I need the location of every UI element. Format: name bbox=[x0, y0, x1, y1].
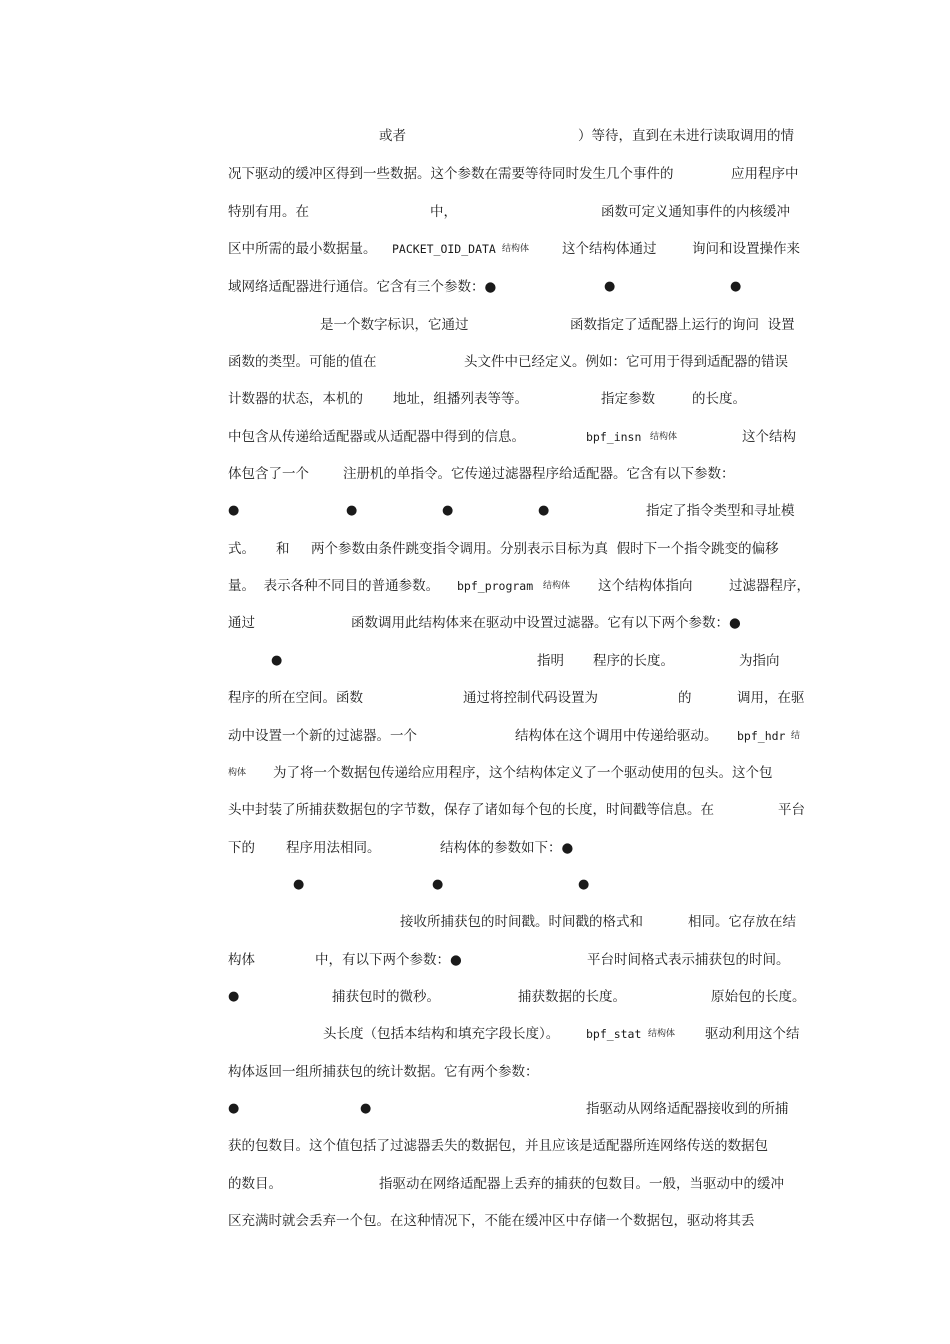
bullet-icon: ● bbox=[604, 279, 616, 294]
text-segment: 指驱动从网络适配器接收到的所捕 bbox=[586, 1101, 789, 1117]
text-segment: 平台时间格式表示捕获包的时间。 bbox=[587, 952, 790, 968]
text-segment: 捕获包时的微秒。 bbox=[332, 989, 440, 1005]
text-segment: 式。 bbox=[228, 541, 255, 557]
text-segment: 程序的长度。 bbox=[593, 653, 674, 669]
text-segment: 计数器的状态，本机的 bbox=[228, 391, 363, 407]
text-segment: 函数可定义通知事件的内核缓冲 bbox=[601, 204, 790, 220]
bullet-icon: ● bbox=[228, 503, 240, 518]
text-segment: 动中设置一个新的过滤器。一个 bbox=[228, 728, 417, 744]
bullet-icon: ● bbox=[228, 1101, 240, 1116]
text-line bbox=[0, 912, 950, 950]
text-line bbox=[0, 202, 950, 240]
text-line bbox=[0, 763, 950, 801]
text-segment: 构体 bbox=[228, 952, 255, 968]
text-segment: 捕获数据的长度。 bbox=[518, 989, 626, 1005]
text-line bbox=[0, 164, 950, 202]
text-segment: 调用，在驱 bbox=[737, 690, 805, 706]
text-segment: 结构体在这个调用中传递给驱动。 bbox=[515, 728, 718, 744]
garbled-glyphs: 结构体 bbox=[543, 581, 571, 591]
text-line bbox=[0, 987, 950, 1025]
code-term: bpf_insn bbox=[586, 430, 642, 444]
text-line bbox=[0, 1099, 950, 1137]
text-line bbox=[0, 1211, 950, 1249]
text-segment: 结构体的参数如下：● bbox=[440, 840, 574, 856]
text-line bbox=[0, 838, 950, 876]
text-segment: 头中封装了所捕获数据包的字节数，保存了诸如每个包的长度，时间戳等信息。在 bbox=[228, 802, 714, 818]
text-segment: 相同。它存放在结 bbox=[688, 914, 796, 930]
text-segment: 平台 bbox=[778, 802, 805, 818]
text-line bbox=[0, 1136, 950, 1174]
text-segment: 两个参数由条件跳变指令调用。分别表示目标为真 假时下一个指令跳变的偏移 bbox=[311, 541, 779, 557]
text-segment: 函数指定了适配器上运行的询问 设置 bbox=[570, 317, 795, 333]
text-segment: 获的包数目。这个值包括了过滤器丢失的数据包，并且应该是适配器所连网络传送的数据包 bbox=[228, 1138, 768, 1154]
text-segment: 通过 bbox=[228, 615, 255, 631]
bullet-icon: ● bbox=[271, 653, 283, 668]
text-segment: 程序的所在空间。函数 bbox=[228, 690, 363, 706]
text-segment: 下的 bbox=[228, 840, 255, 856]
text-line bbox=[0, 277, 950, 315]
text-segment: 程序用法相同。 bbox=[286, 840, 381, 856]
text-segment: 的长度。 bbox=[692, 391, 746, 407]
text-segment: 询问和设置操作来 bbox=[692, 241, 800, 257]
text-segment: 指定参数 bbox=[601, 391, 655, 407]
bullet-icon: ● bbox=[346, 503, 358, 518]
bullet-icon: ● bbox=[578, 877, 590, 892]
text-segment: 中，有以下两个参数：● bbox=[315, 952, 462, 968]
code-term: bpf_hdr bbox=[737, 729, 786, 743]
text-line bbox=[0, 950, 950, 988]
text-segment: 函数的类型。可能的值在 bbox=[228, 354, 377, 370]
bullet-icon: ● bbox=[360, 1101, 372, 1116]
bullet-icon: ● bbox=[432, 877, 444, 892]
text-segment: 头文件中已经定义。例如：它可用于得到适配器的错误 bbox=[464, 354, 788, 370]
text-segment: 的数目。 bbox=[228, 1176, 282, 1192]
garbled-glyphs: 结 bbox=[791, 731, 801, 741]
garbled-glyphs: 构体 bbox=[228, 768, 247, 778]
text-line bbox=[0, 688, 950, 726]
text-segment: 原始包的长度。 bbox=[711, 989, 806, 1005]
text-segment: 为了将一个数据包传递给应用程序，这个结构体定义了一个驱动使用的包头。这个包 bbox=[273, 765, 773, 781]
text-segment: 指驱动在网络适配器上丢弃的捕获的包数目。一般，当驱动中的缓冲 bbox=[379, 1176, 784, 1192]
text-line bbox=[0, 239, 950, 277]
bullet-icon: ● bbox=[293, 877, 305, 892]
text-segment: 况下驱动的缓冲区得到一些数据。这个参数在需要等待同时发生几个事件的 bbox=[228, 166, 674, 182]
code-term: bpf_program bbox=[457, 579, 534, 593]
text-segment: 指定了指令类型和寻址模 bbox=[646, 503, 795, 519]
text-segment: 函数调用此结构体来在驱动中设置过滤器。它有以下两个参数：● bbox=[351, 615, 741, 631]
code-term: bpf_stat bbox=[586, 1027, 642, 1041]
text-segment: 构体返回一组所捕获包的统计数据。它有两个参数： bbox=[228, 1064, 539, 1080]
garbled-glyphs: 结构体 bbox=[650, 432, 678, 442]
text-line bbox=[0, 613, 950, 651]
text-line bbox=[0, 726, 950, 764]
text-segment: 驱动利用这个结 bbox=[705, 1026, 800, 1042]
text-segment: 或者 bbox=[379, 128, 406, 144]
text-segment: 为指向 bbox=[739, 653, 780, 669]
bullet-icon: ● bbox=[442, 503, 454, 518]
text-line bbox=[0, 651, 950, 689]
text-segment: 应用程序中 bbox=[731, 166, 799, 182]
text-line bbox=[0, 1174, 950, 1212]
text-segment: ）等待，直到在未进行读取调用的情 bbox=[578, 128, 794, 144]
text-segment: 指明 bbox=[537, 653, 564, 669]
text-segment: 地址，组播列表等等。 bbox=[393, 391, 528, 407]
text-segment: 注册机的单指令。它传递过滤器程序给适配器。它含有以下参数： bbox=[343, 466, 735, 482]
text-segment: 通过将控制代码设置为 bbox=[463, 690, 598, 706]
bullet-icon: ● bbox=[228, 989, 240, 1004]
text-segment: 区中所需的最小数据量。 bbox=[228, 241, 377, 257]
text-line bbox=[0, 576, 950, 614]
text-line bbox=[0, 539, 950, 577]
text-segment: 区充满时就会丢弃一个包。在这种情况下，不能在缓冲区中存储一个数据包，驱动将其丢 bbox=[228, 1213, 755, 1229]
text-segment: 头长度（包括本结构和填充字段长度）。 bbox=[323, 1026, 560, 1042]
text-line bbox=[0, 1062, 950, 1100]
code-term: PACKET_OID_DATA bbox=[392, 242, 496, 256]
bullet-icon: ● bbox=[730, 279, 742, 294]
text-line bbox=[0, 501, 950, 539]
text-segment: 接收所捕获包的时间戳。时间戳的格式和 bbox=[400, 914, 643, 930]
text-line bbox=[0, 800, 950, 838]
text-line bbox=[0, 352, 950, 390]
text-segment: 这个结构 bbox=[742, 429, 796, 445]
text-segment: 和 bbox=[276, 541, 290, 557]
text-line bbox=[0, 1024, 950, 1062]
text-line bbox=[0, 875, 950, 913]
text-line bbox=[0, 126, 950, 164]
text-segment: 过滤器程序， bbox=[729, 578, 810, 594]
text-segment: 中， bbox=[430, 204, 457, 220]
text-segment: 的 bbox=[678, 690, 692, 706]
text-line bbox=[0, 427, 950, 465]
text-segment: 这个结构体指向 bbox=[598, 578, 693, 594]
bullet-icon: ● bbox=[538, 503, 550, 518]
text-segment: 体包含了一个 bbox=[228, 466, 309, 482]
garbled-glyphs: 结构体 bbox=[648, 1029, 676, 1039]
text-line bbox=[0, 464, 950, 502]
text-segment: 中包含从传递给适配器或从适配器中得到的信息。 bbox=[228, 429, 525, 445]
text-line bbox=[0, 315, 950, 353]
text-line bbox=[0, 389, 950, 427]
text-segment: 是一个数字标识，它通过 bbox=[320, 317, 469, 333]
text-segment: 这个结构体通过 bbox=[562, 241, 657, 257]
text-segment: 特别有用。在 bbox=[228, 204, 309, 220]
garbled-glyphs: 结构体 bbox=[502, 244, 530, 254]
text-segment: 量。 表示各种不同目的普通参数。 bbox=[228, 578, 440, 594]
text-segment: 域网络适配器进行通信。它含有三个参数：● bbox=[228, 279, 497, 295]
